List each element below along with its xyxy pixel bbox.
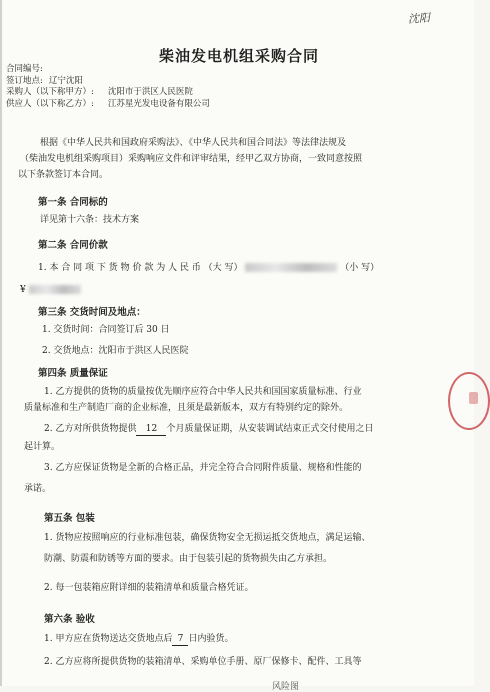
acceptance-days: 7 (172, 633, 188, 646)
packaging-p1-line-1: 1. 货物应按照响应的行业标准包装，确保货物安全无损运抵交货地点，满足运输、 (44, 533, 371, 543)
supplier-label: 供应人（以下称乙方）: (6, 98, 94, 109)
document-title: 柴油发电机组采购合同 (158, 47, 319, 65)
supplier-row (6, 99, 210, 111)
article-5-heading: 第五条 包装 (44, 513, 95, 524)
redacted-amount-number (29, 285, 81, 294)
quality-p3-line-1: 3. 乙方应保证货物是全新的合格正品，并完全符合合同附件质量、规格和性能的 (44, 463, 362, 473)
article-1-line: 详见第十六条：技术方案 (40, 215, 140, 225)
warranty-suffix: 个月质量保证期，从安装调试结束正式交付使用之日 (166, 424, 374, 434)
quality-p2-line-2: 起计算。 (24, 442, 61, 452)
price-currency-symbol: ¥ (20, 285, 26, 295)
red-seal-center (469, 392, 478, 404)
price-line-prefix: 1. 本 合 同 项 下 货 物 价 款 为 人 民 币 （大 写） (38, 263, 243, 273)
contract-meta (6, 64, 210, 110)
article-3-heading: 第三条 交货时间及地点： (38, 307, 146, 318)
warranty-prefix: 2. 乙方对所供货物提供 (44, 424, 137, 434)
intro-line-1: 根据《中华人民共和国政府采购法》、《中华人民共和国合同法》等法律法规及 (40, 138, 347, 148)
price-line-suffix: （小 写） (340, 263, 380, 273)
article-2-line-1 (38, 262, 379, 274)
redacted-amount-words (245, 263, 337, 272)
acceptance-p1 (44, 633, 233, 646)
contract-number-row (6, 64, 210, 76)
acceptance-p2-line-1: 2. 乙方应将所提供货物的装箱清单、采购单位手册、原厂保修卡、配件、工具等 (44, 657, 362, 667)
warranty-months: 12 (136, 423, 166, 436)
delivery-place: 2. 交货地点：沈阳市于洪区人民医院 (42, 346, 189, 356)
article-6-heading: 第六条 验收 (44, 614, 95, 625)
quality-p1-line-2: 质量标准和生产制造厂商的企业标准，且须是最新版本，双方有特别约定的除外。 (24, 403, 349, 413)
article-2-line-2 (20, 284, 81, 296)
purchaser-value: 沈阳市于洪区人民医院 (107, 87, 193, 97)
packaging-p2: 2. 每一包装箱应附详细的装箱清单和质量合格凭证。 (44, 583, 254, 593)
signing-place-value: 辽宁沈阳 (48, 75, 83, 86)
acceptance-suffix: 日内验货。 (188, 634, 234, 644)
contract-number-label: 合同编号: (6, 64, 43, 74)
article-1-heading: 第一条 合同标的 (38, 197, 108, 208)
signing-place-row (6, 76, 210, 88)
signing-place-label: 签订地点: (6, 75, 43, 86)
packaging-p1-line-2: 防潮、防震和防锈等方面的要求。由于包装引起的货物损失由乙方承担。 (44, 554, 333, 564)
intro-line-3: 以下条款签订本合同。 (18, 170, 109, 180)
purchaser-row (6, 87, 210, 99)
quality-p1-line-1: 1. 乙方提供的货物的质量按优先顺序应符合中华人民共和国国家质量标准、行业 (44, 387, 362, 397)
article-4-heading: 第四条 质量保证 (38, 368, 108, 379)
purchaser-label: 采购人（以下称甲方）: (6, 87, 94, 97)
acceptance-prefix: 1. 甲方应在货物送达交货地点后 (44, 634, 173, 644)
article-2-heading: 第二条 合同价款 (38, 240, 108, 251)
supplier-value: 江苏星光发电设备有限公司 (107, 98, 210, 109)
quality-p3-line-2: 承诺。 (24, 484, 52, 494)
intro-line-2: （柴油发电机组采购项目）采购响应文件和评审结果，经甲乙双方协商，一致同意按照 (20, 154, 363, 164)
delivery-time: 1. 交货时间：合同签订后 30 日 (42, 325, 170, 335)
bottom-footer-mark: 风险图 (272, 682, 300, 692)
quality-p2-line-1 (44, 423, 373, 436)
handwritten-note: 沈阳 (407, 11, 431, 26)
